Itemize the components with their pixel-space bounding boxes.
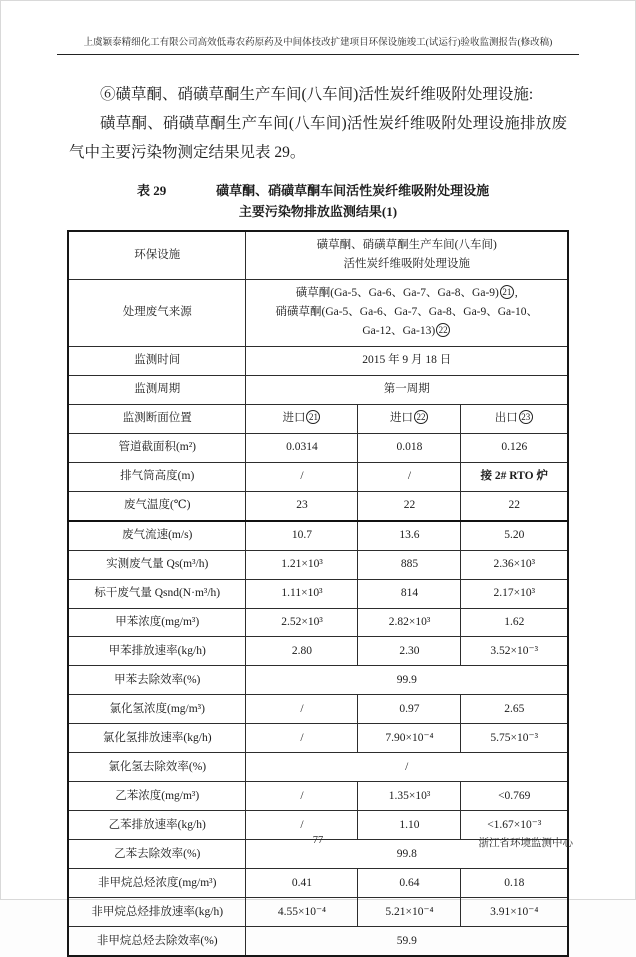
table-cell: 磺草酮(Ga-5、Ga-6、Ga-7、Ga-8、Ga-9) 21 , 硝磺草酮(Ga-5、Ga-6、Ga-7、Ga-8、Ga-9、Ga-10、 Ga-12、Ga-13) 22 xyxy=(246,279,568,346)
table-cell: 2.82×10³ xyxy=(358,608,461,637)
row-label: 环保设施 xyxy=(68,231,246,279)
table-row xyxy=(68,579,568,608)
table-row xyxy=(68,637,568,666)
table-cell: 10.7 xyxy=(246,521,358,550)
table-cell: 0.018 xyxy=(358,433,461,462)
table-cell: 23 xyxy=(246,491,358,520)
table-cell: 1.35×10³ xyxy=(358,782,461,811)
table-row xyxy=(68,462,568,491)
row-label: 乙苯排放速率(kg/h) xyxy=(68,811,246,840)
table-row xyxy=(68,491,568,520)
table-row xyxy=(68,279,568,346)
table-cell: 99.8 xyxy=(246,840,568,869)
row-label: 乙苯浓度(mg/m³) xyxy=(68,782,246,811)
table-cell: 2015 年 9 月 18 日 xyxy=(246,346,568,375)
table-cell: 13.6 xyxy=(358,521,461,550)
table-cell: 接 2# RTO 炉 xyxy=(461,462,568,491)
table-cell: 4.55×10⁻⁴ xyxy=(246,898,358,927)
table-cell: <0.769 xyxy=(461,782,568,811)
circled-number: 22 xyxy=(436,323,450,337)
table-cell: 磺草酮、硝磺草酮生产车间(八车间) 活性炭纤维吸附处理设施 xyxy=(246,231,568,279)
table-row xyxy=(68,346,568,375)
table-cell: 0.64 xyxy=(358,869,461,898)
table-cell: 2.17×10³ xyxy=(461,579,568,608)
row-label: 废气温度(℃) xyxy=(68,491,246,520)
table-cell: 1.21×10³ xyxy=(246,550,358,579)
table-cell: 2.80 xyxy=(246,637,358,666)
table-cell: 99.9 xyxy=(246,666,568,695)
table-row xyxy=(68,521,568,550)
circled-number: 22 xyxy=(414,410,428,424)
table-title-line1: 磺草酮、硝磺草酮车间活性炭纤维吸附处理设施 xyxy=(216,183,490,199)
footer-organization: 浙江省环境监测中心 xyxy=(478,838,573,849)
table-cell: 5.20 xyxy=(461,521,568,550)
table-row xyxy=(68,753,568,782)
circled-number: 23 xyxy=(519,410,533,424)
table-cell: 22 xyxy=(358,491,461,520)
row-label: 氯化氢排放速率(kg/h) xyxy=(68,724,246,753)
row-label: 管道截面积(m²) xyxy=(68,433,246,462)
table-cell: 59.9 xyxy=(246,927,568,956)
table-row xyxy=(68,724,568,753)
table-cell: 814 xyxy=(358,579,461,608)
table-row xyxy=(68,550,568,579)
table-row xyxy=(68,404,568,433)
row-label: 标干废气量 Qsnd(N·m³/h) xyxy=(68,579,246,608)
table-cell: 0.97 xyxy=(358,695,461,724)
table-cell: / xyxy=(246,462,358,491)
table-cell: 0.0314 xyxy=(246,433,358,462)
table-cell: 0.41 xyxy=(246,869,358,898)
table-row xyxy=(68,695,568,724)
table-cell: 2.52×10³ xyxy=(246,608,358,637)
row-label: 甲苯排放速率(kg/h) xyxy=(68,637,246,666)
row-label: 监测周期 xyxy=(68,375,246,404)
table-cell: / xyxy=(246,811,358,840)
table-cell: / xyxy=(246,695,358,724)
row-label: 废气流速(m/s) xyxy=(68,521,246,550)
running-header: 上虞颖泰精细化工有限公司高效低毒农药原药及中间体技改扩建项目环保设施竣工(试运行)验收监测报告(修改稿) xyxy=(57,37,579,55)
table-cell: 5.21×10⁻⁴ xyxy=(358,898,461,927)
table-cell: 2.30 xyxy=(358,637,461,666)
table-row xyxy=(68,898,568,927)
table-title-line2: 主要污染物排放监测结果(1) xyxy=(238,204,398,220)
row-label: 监测时间 xyxy=(68,346,246,375)
table-cell: 1.10 xyxy=(358,811,461,840)
row-label: 乙苯去除效率(%) xyxy=(68,840,246,869)
table-row xyxy=(68,869,568,898)
table-caption xyxy=(67,181,569,223)
row-label: 非甲烷总烃去除效率(%) xyxy=(68,927,246,956)
table-cell: <1.67×10⁻³ xyxy=(461,811,568,840)
table-cell: 0.126 xyxy=(461,433,568,462)
table-cell: 2.36×10³ xyxy=(461,550,568,579)
circled-number: 21 xyxy=(500,285,514,299)
table-cell: 1.62 xyxy=(461,608,568,637)
page-footer xyxy=(1,835,635,851)
table-cell: 885 xyxy=(358,550,461,579)
table-row xyxy=(68,433,568,462)
table-row xyxy=(68,608,568,637)
table-cell: 第一周期 xyxy=(246,375,568,404)
row-label: 非甲烷总烃排放速率(kg/h) xyxy=(68,898,246,927)
table-cell: / xyxy=(246,724,358,753)
table-cell: 1.11×10³ xyxy=(246,579,358,608)
paragraph-1: ⑥磺草酮、硝磺草酮生产车间(八车间)活性炭纤维吸附处理设施: xyxy=(100,86,534,104)
table-cell: 0.18 xyxy=(461,869,568,898)
circled-number: 21 xyxy=(306,410,320,424)
table-cell: 进口 21 xyxy=(246,404,358,433)
table-cell: 出口 23 xyxy=(461,404,568,433)
table-cell: 进口 22 xyxy=(358,404,461,433)
table-cell: 3.52×10⁻³ xyxy=(461,637,568,666)
table-cell: 22 xyxy=(461,491,568,520)
table-row xyxy=(68,666,568,695)
row-label: 监测断面位置 xyxy=(68,404,246,433)
row-label: 非甲烷总烃浓度(mg/m³) xyxy=(68,869,246,898)
table-cell: 7.90×10⁻⁴ xyxy=(358,724,461,753)
table-cell: / xyxy=(246,782,358,811)
body-text xyxy=(69,81,567,167)
table-cell: / xyxy=(246,753,568,782)
table-row xyxy=(68,782,568,811)
table-row xyxy=(68,927,568,956)
row-label: 氯化氢浓度(mg/m³) xyxy=(68,695,246,724)
table-row xyxy=(68,375,568,404)
row-label: 实测废气量 Qs(m³/h) xyxy=(68,550,246,579)
table-cell: 5.75×10⁻³ xyxy=(461,724,568,753)
row-label: 甲苯浓度(mg/m³) xyxy=(68,608,246,637)
table-row xyxy=(68,231,568,279)
paragraph-2: 磺草酮、硝磺草酮生产车间(八车间)活性炭纤维吸附处理设施排放废气中主要污染物测定结果见表 29。 xyxy=(69,115,567,161)
row-label: 甲苯去除效率(%) xyxy=(68,666,246,695)
table-cell: / xyxy=(358,462,461,491)
page-number: 77 xyxy=(312,835,324,846)
table-cell: 3.91×10⁻⁴ xyxy=(461,898,568,927)
row-label: 处理废气来源 xyxy=(68,279,246,346)
row-label: 氯化氢去除效率(%) xyxy=(68,753,246,782)
row-label: 排气筒高度(m) xyxy=(68,462,246,491)
table-cell: 2.65 xyxy=(461,695,568,724)
table-number: 表 29 xyxy=(137,183,167,199)
